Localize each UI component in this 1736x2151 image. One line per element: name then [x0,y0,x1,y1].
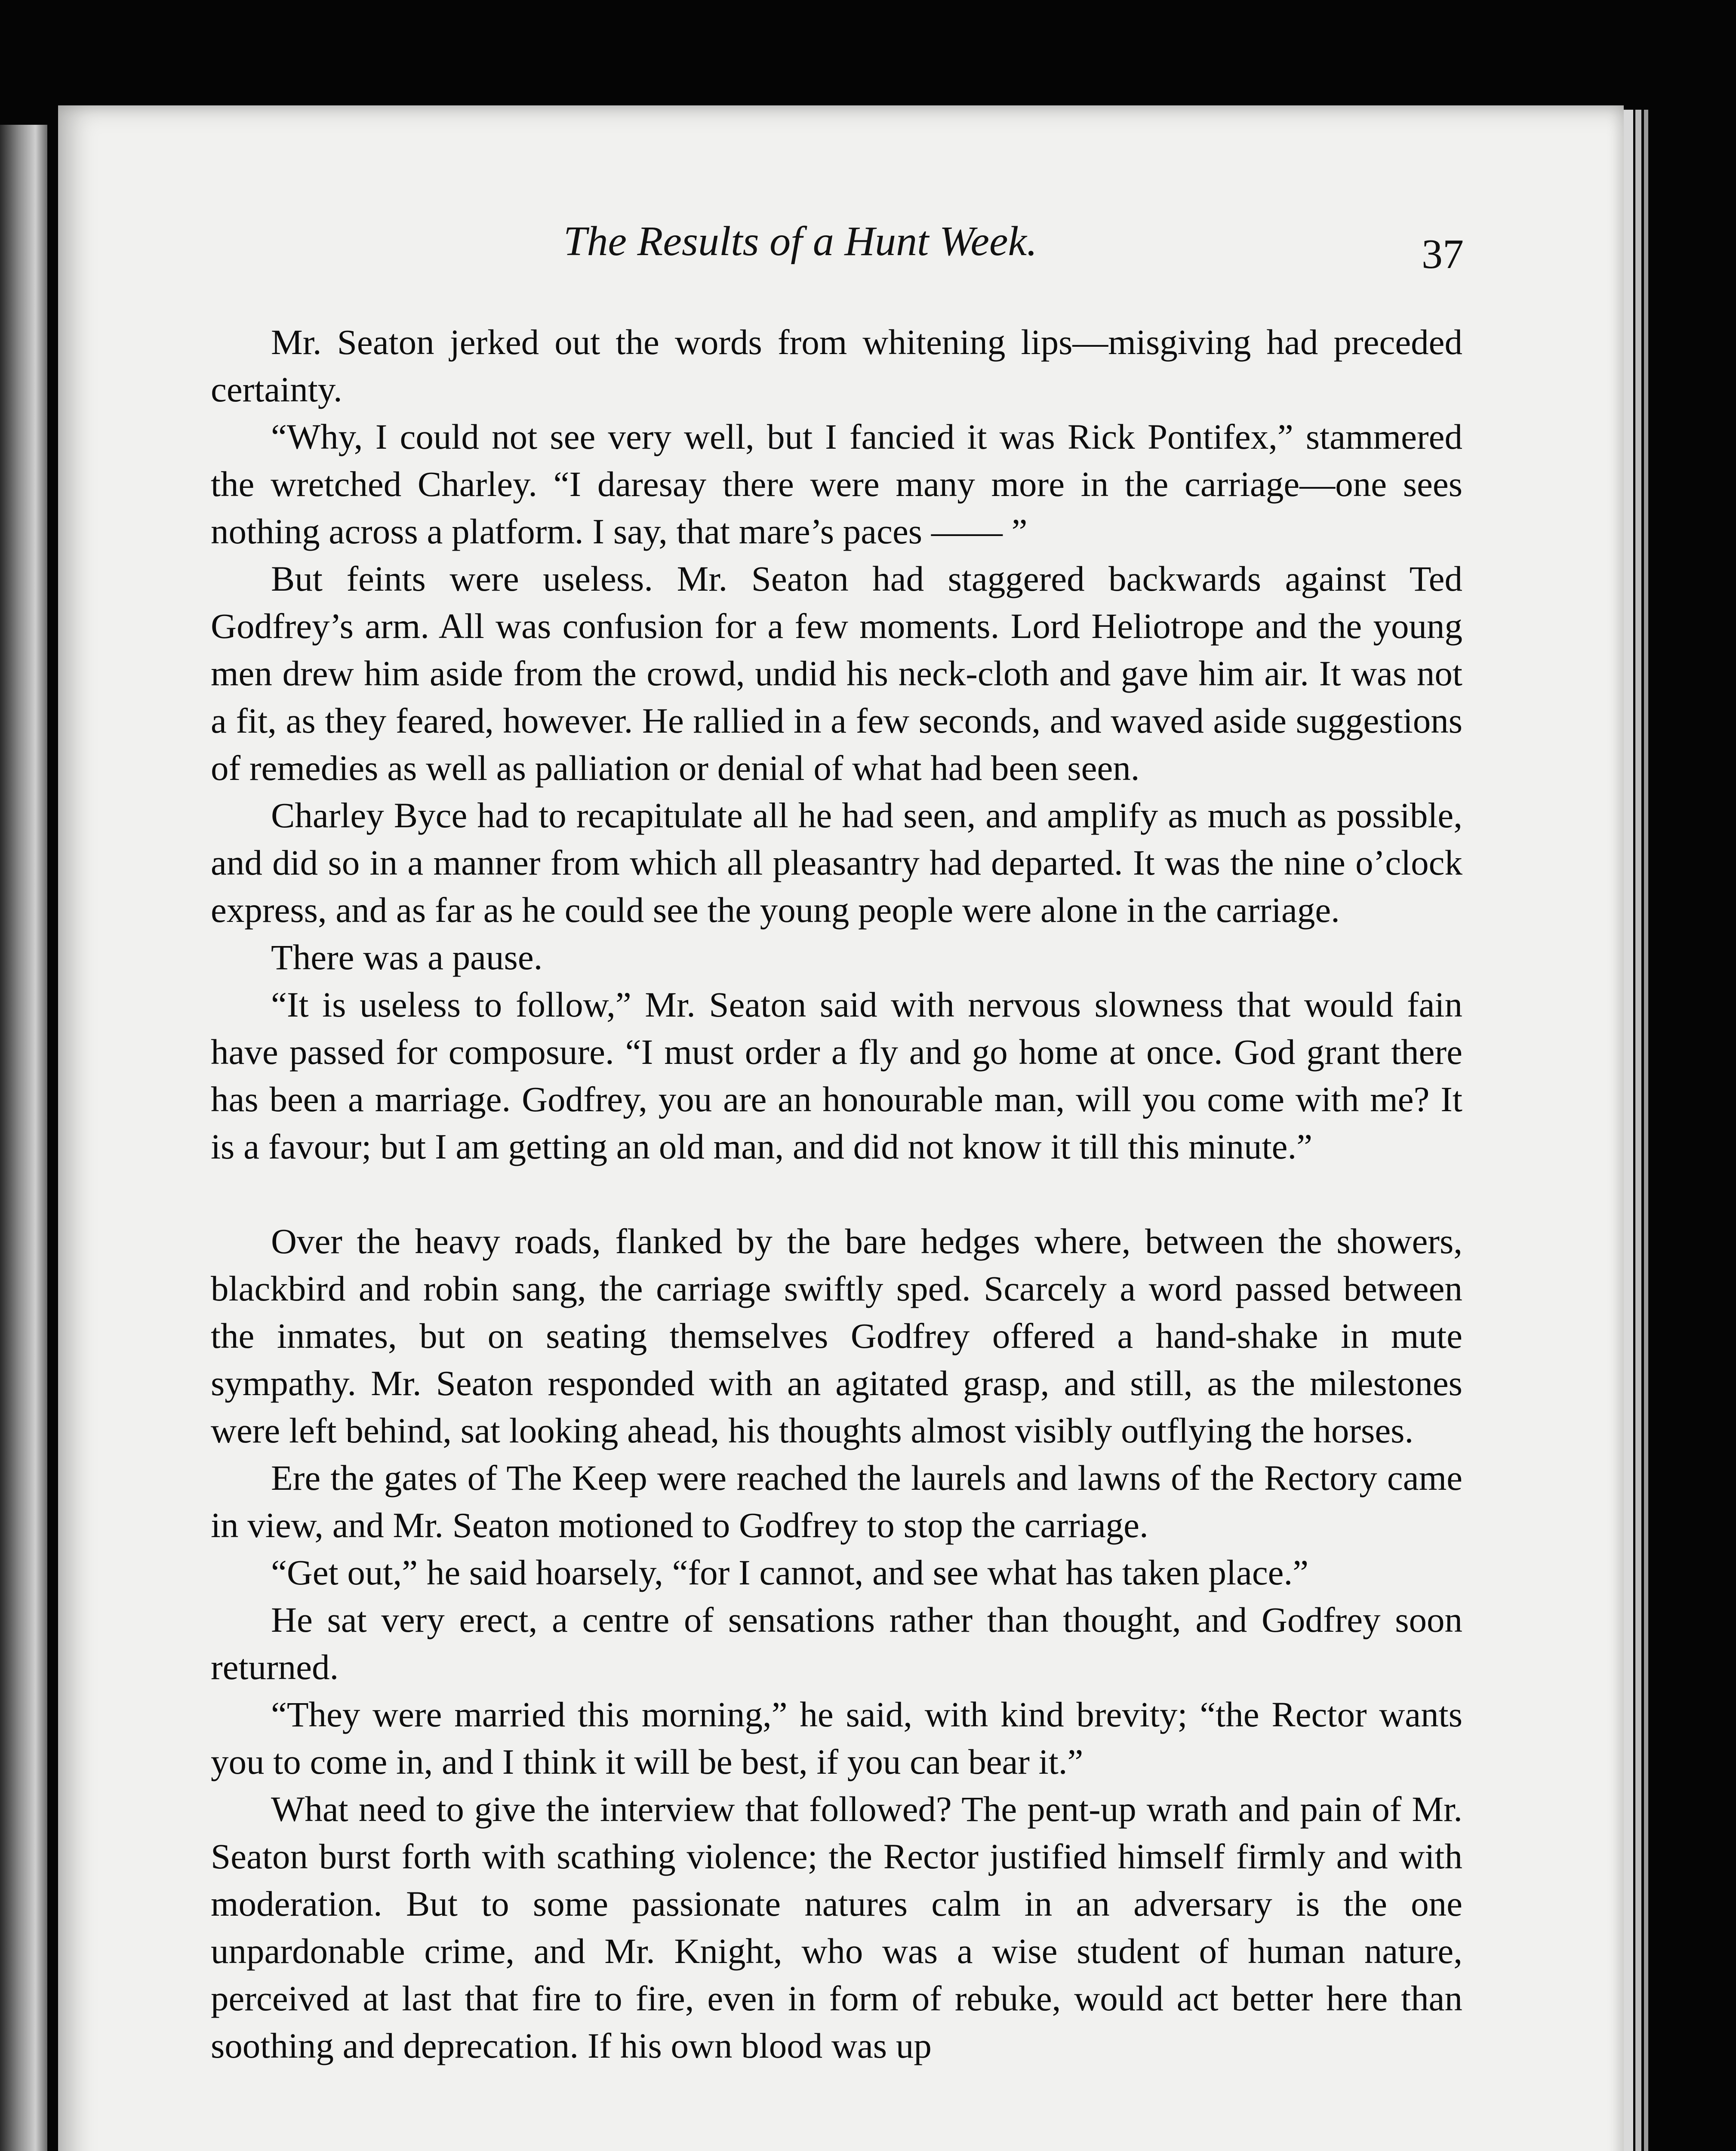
page-stack-edge [1624,110,1633,2151]
page-stack-edge [1644,110,1648,2151]
page-stack-edge [1635,110,1641,2151]
body-text [211,318,1462,2069]
paragraph: What need to give the interview that followed? The pent-up wrath and pain of Mr. Seaton burst forth with scathing violence; the Rector justified himself firmly and with moderation. But to some passionate natures calm in an adversary is the one unpardonable crime, and Mr. Knight, who was a wise student of human nature, perceived at last that fire to fire, even in form of rebuke, would act better here than soothing and deprecation. If his own blood was up [211,1789,1462,2065]
paragraph: “They were married this morning,” he said, with kind brevity; “the Rector wants you to come in, and I think it will be best, if you can bear it.” [211,1695,1462,1781]
paragraph: “It is useless to follow,” Mr. Seaton said with nervous slowness that would fain have passed for composure. “I must order a fly and go home at once. God grant there has been a marriage. Godfrey, you are an honourable man, will you come with me? It is a favour; but I am getting an old man, and did not know it till this minute.” [211,985,1462,1166]
paragraph: Mr. Seaton jerked out the words from whitening lips—misgiving had preceded certainty. [211,322,1462,409]
paragraph: He sat very erect, a centre of sensations rather than thought, and Godfrey soon returned. [211,1600,1462,1687]
paragraph: “Get out,” he said hoarsely, “for I cannot, and see what has taken place.” [271,1553,1309,1592]
running-title: The Results of a Hunt Week. [563,218,1037,265]
paragraph: There was a pause. [271,937,543,977]
paragraph: Ere the gates of The Keep were reached the laurels and lawns of the Rectory came in view, and Mr. Seaton motioned to Godfrey to stop the carriage. [211,1458,1462,1545]
paragraph: Over the heavy roads, flanked by the bare hedges where, between the showers, blackbird and robin sang, the carriage swiftly sped. Scarcely a word passed between the inmates, but on seating themselves Godfrey offered a hand-shake in mute sympathy. Mr. Seaton responded with an agitated grasp, and still, as the milestones were left behind, sat looking ahead, his thoughts almost visibly outflying the horses. [211,1221,1462,1450]
paragraph: But feints were useless. Mr. Seaton had staggered backwards against Ted Godfrey’s arm. All was confusion for a few moments. Lord Heliotrope and the young men drew him aside from the crowd, undid his neck-cloth and gave him air. It was not a fit, as they feared, however. He rallied in a few seconds, and waved aside suggestions of remedies as well as palliation or denial of what had been seen. [211,559,1462,788]
paragraph: “Why, I could not see very well, but I fancied it was Rick Pontifex,” stammered the wretched Charley. “I daresay there were many more in the carriage—one sees nothing across a platform. I say, that mare’s paces —— ” [211,417,1462,551]
left-page-edge [0,125,47,2151]
page-number: 37 [1422,231,1464,277]
paragraph: Charley Byce had to recapitulate all he had seen, and amplify as much as possible, and did so in a manner from which all pleasantry had departed. It was the nine o’clock express, and as far as he could see the young people were alone in the carriage. [211,795,1462,930]
